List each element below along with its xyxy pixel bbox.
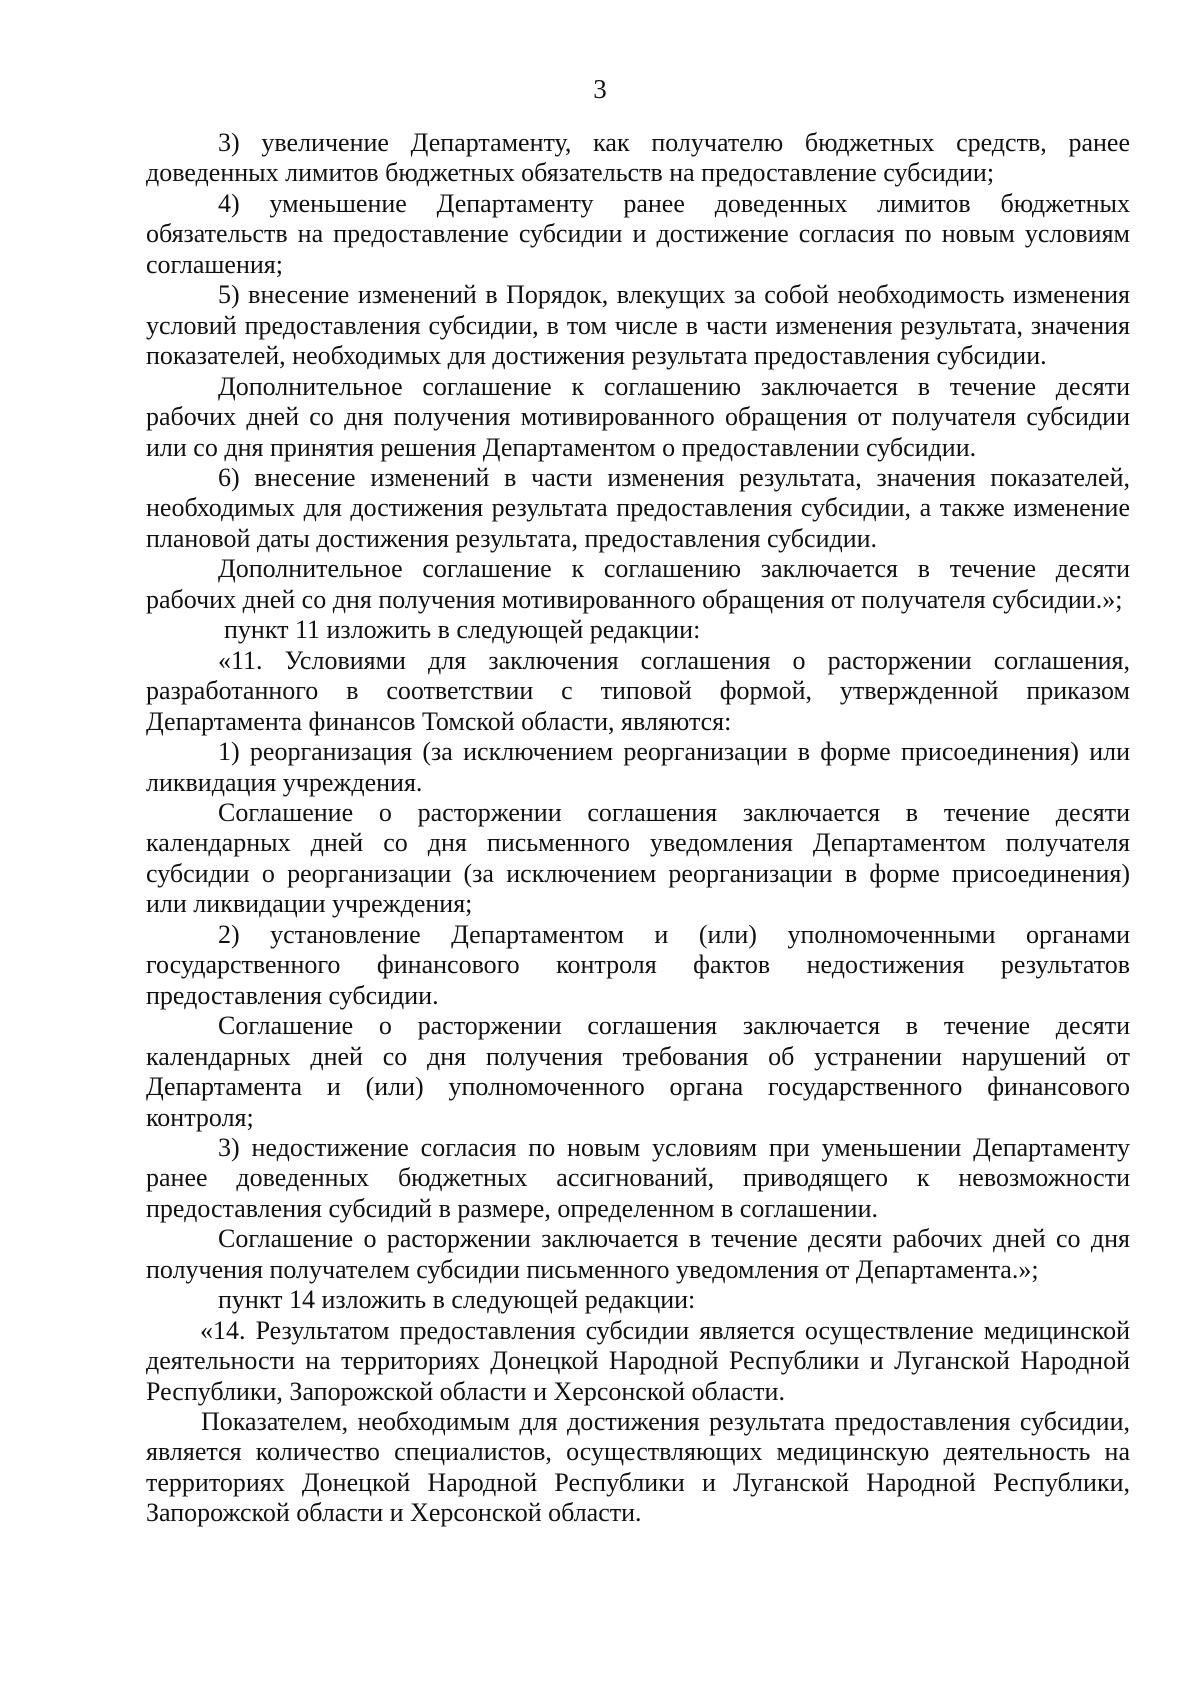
paragraph-termination-2: Соглашение о расторжении соглашения заключается в течение десяти календарных дней со дня получения требования об устранении нарушений от Департамента и (или) уполномоченного органа государственного финансового контроля; <box>146 1011 1130 1132</box>
paragraph-clause-11-intro: пункт 11 изложить в следующей редакции: <box>224 615 701 645</box>
paragraph-clause-14: «14. Результатом предоставления субсидии является осуществление медицинской деятельности на территориях Донецкой Народной Республики и Луганской Народной Республики, Запорожской области и Херсонской области. <box>146 1315 1130 1406</box>
paragraph-clause-14-intro: пункт 14 изложить в следующей редакции: <box>218 1285 696 1315</box>
paragraph-additional-agreement-1: Дополнительное соглашение к соглашению заключается в течение десяти рабочих дней со дня получения мотивированного обращения от получателя субсидии или со дня принятия решения Департаментом о предоставлении субсидии. <box>146 371 1130 462</box>
document-body <box>146 128 1130 1529</box>
paragraph-item-5: 5) внесение изменений в Порядок, влекущих за собой необходимость изменения условий предоставления субсидии, в том числе в части изменения результата, значения показателей, необходимых для достижения результата предоставления субсидии. <box>146 280 1130 371</box>
paragraph-additional-agreement-2: Дополнительное соглашение к соглашению заключается в течение десяти рабочих дней со дня получения мотивированного обращения от получателя субсидии.»; <box>146 554 1130 614</box>
paragraph-item-3: 3) увеличение Департаменту, как получателю бюджетных средств, ранее доведенных лимитов бюджетных обязательств на предоставление субсидии; <box>146 128 1130 188</box>
paragraph-indicator: Показателем, необходимым для достижения результата предоставления субсидии, является количество специалистов, осуществляющих медицинскую деятельность на территориях Донецкой Народной Республики и Луганской Народной Республики, Запорожской области и Херсонской области. <box>146 1407 1130 1528</box>
paragraph-item-6: 6) внесение изменений в части изменения результата, значения показателей, необходимых для достижения результата предоставления субсидии, а также изменение плановой даты достижения результата, предоставления субсидии. <box>146 462 1130 553</box>
paragraph-termination-1: Соглашение о расторжении соглашения заключается в течение десяти календарных дней со дня письменного уведомления Департаментом получателя субсидии о реорганизации (за исключением реорганизации в форме присоединения) или ликвидации учреждения; <box>146 797 1130 919</box>
paragraph-clause-11-item-3: 3) недостижение согласия по новым условиям при уменьшении Департаменту ранее доведенных бюджетных ассигнований, приводящего к невозможности предоставления субсидий в размере, определенном в соглашении. <box>146 1132 1130 1223</box>
paragraph-termination-3: Соглашение о расторжении заключается в течение десяти рабочих дней со дня получения получателем субсидии письменного уведомления от Департамента.»; <box>146 1224 1130 1284</box>
paragraph-clause-11-item-1: 1) реорганизация (за исключением реорганизации в форме присоединения) или ликвидация учреждения. <box>146 737 1130 797</box>
paragraph-item-4: 4) уменьшение Департаменту ранее доведенных лимитов бюджетных обязательств на предоставление субсидии и достижение согласия по новым условиям соглашения; <box>146 188 1130 279</box>
paragraph-clause-11: «11. Условиями для заключения соглашения о расторжении соглашения, разработанного в соответствии с типовой формой, утвержденной приказом Департамента финансов Томской области, являются: <box>146 645 1130 736</box>
paragraph-clause-11-item-2: 2) установление Департаментом и (или) уполномоченными органами государственного финансового контроля фактов недостижения результатов предоставления субсидии. <box>146 919 1130 1010</box>
page-number: 3 <box>593 74 607 104</box>
